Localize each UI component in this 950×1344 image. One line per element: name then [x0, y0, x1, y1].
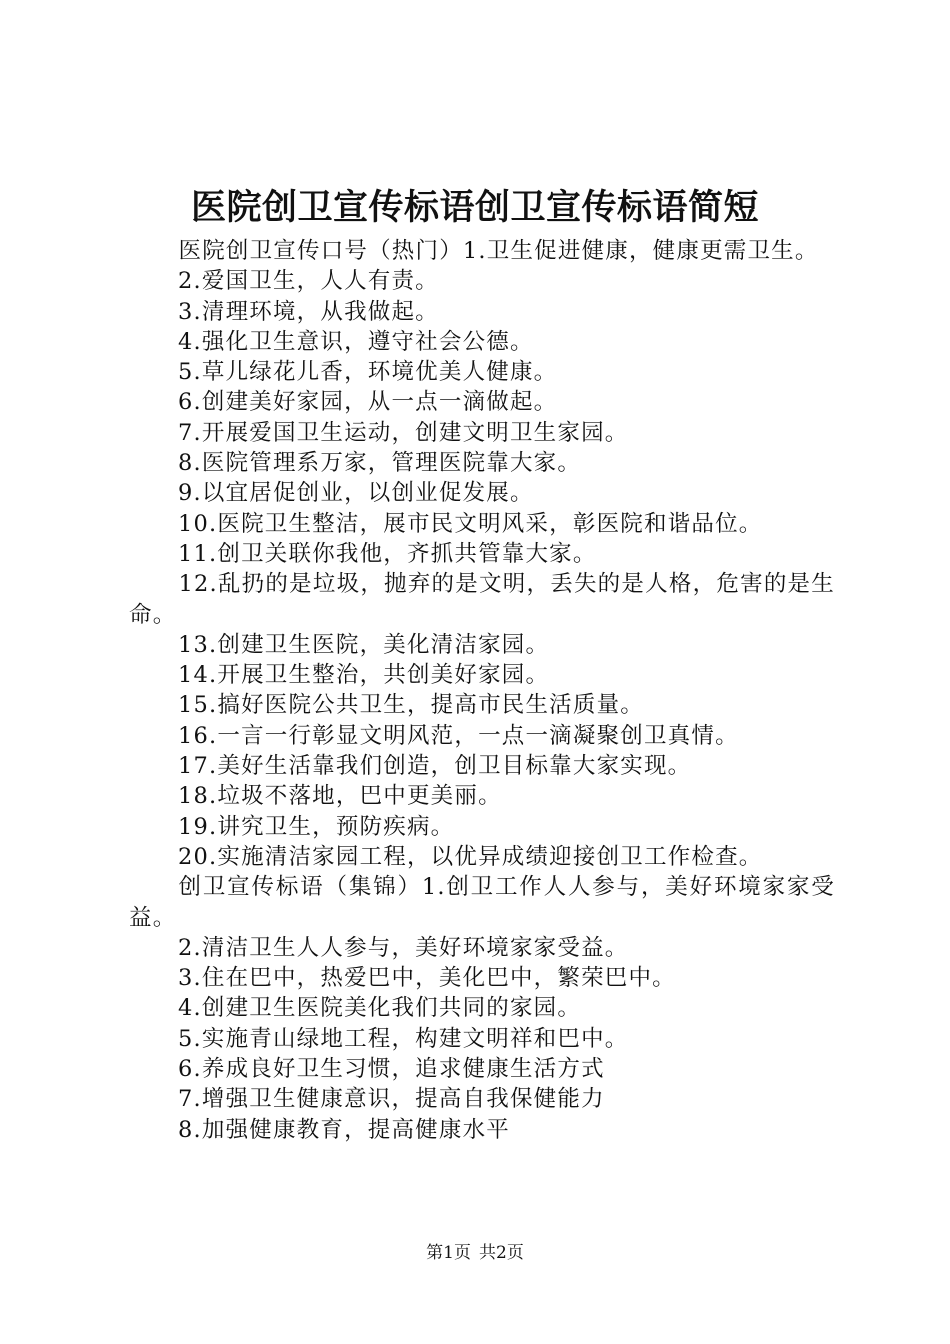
paragraph-13: 13.创建卫生医院，美化清洁家园。 [178, 631, 550, 658]
paragraph-25: 5.实施青山绿地工程，构建文明祥和巴中。 [178, 1025, 629, 1052]
paragraph-18: 18.垃圾不落地，巴中更美丽。 [178, 783, 502, 810]
paragraph-2: 2.爱国卫生，人人有责。 [178, 268, 439, 295]
paragraph-23: 3.住在巴中，热爱巴中，美化巴中，繁荣巴中。 [178, 965, 676, 992]
paragraph-8: 8.医院管理系万家，管理医院靠大家。 [178, 450, 582, 477]
page-title: 医院创卫宣传标语创卫宣传标语简短 [190, 187, 759, 228]
paragraph-5: 5.草儿绿花儿香，环境优美人健康。 [178, 359, 558, 386]
paragraph-26: 6.养成良好卫生习惯，追求健康生活方式 [178, 1056, 605, 1083]
paragraph-19: 19.讲究卫生，预防疾病。 [178, 813, 455, 840]
paragraph-6: 6.创建美好家园，从一点一滴做起。 [178, 389, 558, 416]
paragraph-27: 7.增强卫生健康意识，提高自我保健能力 [178, 1086, 605, 1113]
paragraph-4: 4.强化卫生意识，遵守社会公德。 [178, 328, 534, 355]
page-number: 第1页 [426, 1243, 471, 1263]
paragraph-22: 2.清洁卫生人人参与，美好环境家家受益。 [178, 934, 629, 961]
paragraph-16: 16.一言一行彰显文明风范，一点一滴凝聚创卫真情。 [178, 722, 739, 749]
paragraph-12: 12.乱扔的是垃圾，抛弃的是文明，丢失的是人格，危害的是生命。 [129, 571, 835, 628]
document-body [129, 236, 835, 1145]
paragraph-24: 4.创建卫生医院美化我们共同的家园。 [178, 995, 582, 1022]
paragraph-17: 17.美好生活靠我们创造，创卫目标靠大家实现。 [178, 753, 692, 780]
paragraph-14: 14.开展卫生整治，共创美好家园。 [178, 662, 550, 689]
page-total: 共2页 [479, 1243, 524, 1263]
paragraph-9: 9.以宜居促创业，以创业促发展。 [178, 480, 534, 507]
paragraph-28: 8.加强健康教育，提高健康水平 [178, 1116, 510, 1143]
paragraph-3: 3.清理环境，从我做起。 [178, 298, 439, 325]
paragraph-10: 10.医院卫生整洁，展市民文明风采，彰医院和谐品位。 [178, 510, 763, 537]
paragraph-1: 医院创卫宣传口号（热门）1.卫生促进健康，健康更需卫生。 [178, 238, 819, 264]
paragraph-15: 15.搞好医院公共卫生，提高市民生活质量。 [178, 692, 644, 719]
paragraph-7: 7.开展爱国卫生运动，创建文明卫生家园。 [178, 419, 629, 446]
paragraph-21: 创卫宣传标语（集锦）1.创卫工作人人参与，美好环境家家受益。 [129, 874, 835, 931]
paragraph-11: 11.创卫关联你我他，齐抓共管靠大家。 [178, 540, 597, 567]
page-footer [0, 1241, 950, 1265]
paragraph-20: 20.实施清洁家园工程，以优异成绩迎接创卫工作检查。 [178, 843, 763, 870]
